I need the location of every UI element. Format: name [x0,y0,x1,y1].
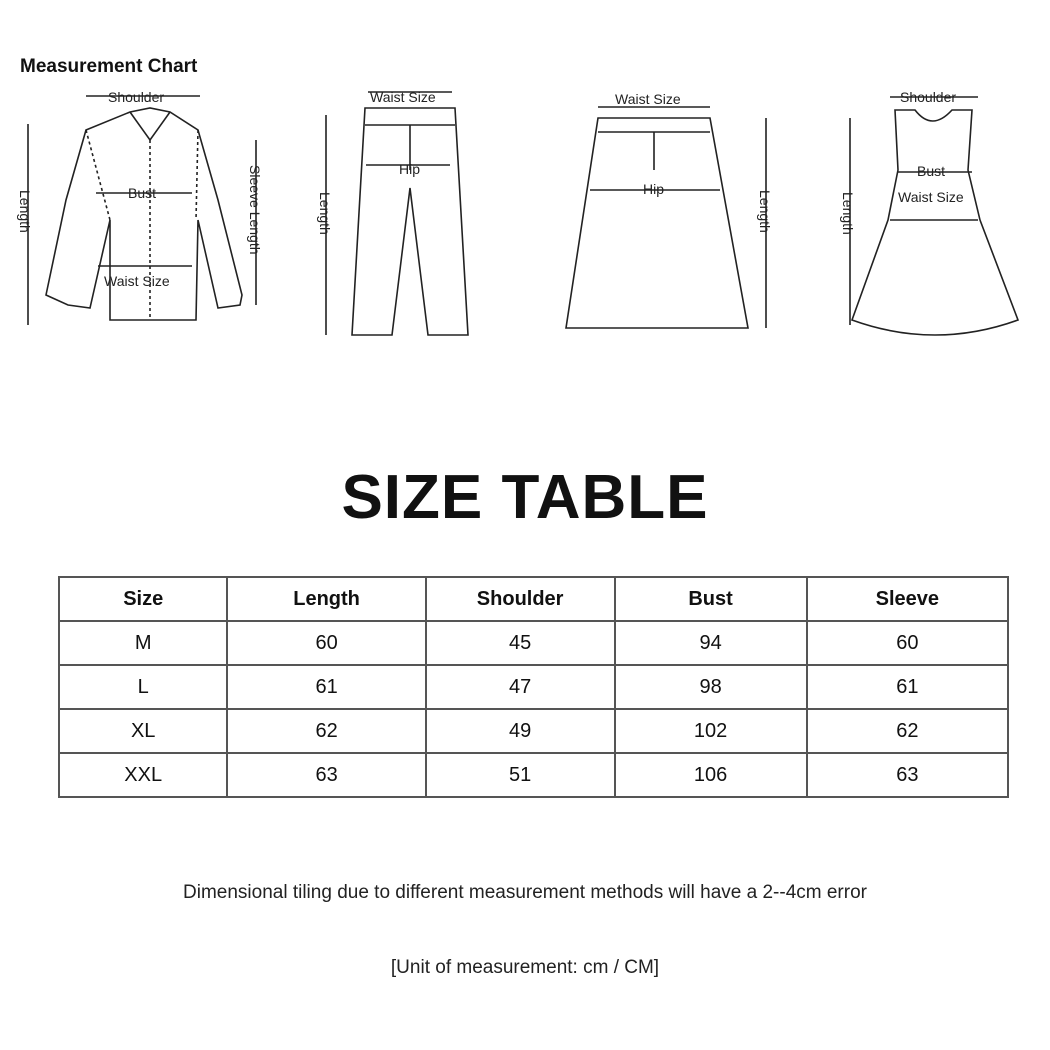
dress-diagram [850,97,1018,335]
header-bust: Bust [615,577,807,621]
cell-shoulder: 49 [426,709,615,753]
header-size: Size [59,577,227,621]
dress-bust-label: Bust [917,163,946,179]
unit-note: [Unit of measurement: cm / CM] [390,957,660,978]
header-sleeve: Sleeve [807,577,1008,621]
cell-shoulder: 47 [426,665,615,709]
pants-waist-label: Waist Size [370,89,436,105]
cell-length: 63 [227,753,425,797]
skirt-hip-label: Hip [643,181,665,197]
cell-sleeve: 60 [807,621,1008,665]
cell-shoulder: 45 [426,621,615,665]
dress-waist-label: Waist Size [898,189,964,205]
shirt-waist-label: Waist Size [104,273,170,289]
cell-bust: 94 [615,621,807,665]
measurement-chart-title: Measurement Chart [20,56,198,77]
table-row [59,621,1008,665]
table-row [59,753,1008,797]
measurement-illustrations [0,80,1050,370]
cell-size: M [59,621,227,665]
cell-sleeve: 61 [807,665,1008,709]
cell-size: XXL [59,753,227,797]
cell-shoulder: 51 [426,753,615,797]
shirt-shoulder-label: Shoulder [108,89,165,105]
cell-bust: 102 [615,709,807,753]
skirt-length-label: Length [757,190,773,233]
size-table [58,576,1009,798]
dress-length-label: Length [840,192,856,235]
skirt-diagram [566,107,766,328]
header-shoulder: Shoulder [426,577,615,621]
dress-shoulder-label: Shoulder [900,89,957,105]
cell-size: XL [59,709,227,753]
shirt-diagram [28,96,256,325]
cell-length: 60 [227,621,425,665]
header-length: Length [227,577,425,621]
cell-bust: 106 [615,753,807,797]
table-row [59,709,1008,753]
skirt-waist-label: Waist Size [615,91,681,107]
error-note: Dimensional tiling due to different measurement methods will have a 2--4cm error [183,882,867,903]
pants-length-label: Length [317,192,333,235]
cell-sleeve: 62 [807,709,1008,753]
cell-size: L [59,665,227,709]
pants-diagram [326,92,468,335]
cell-length: 62 [227,709,425,753]
shirt-bust-label: Bust [128,185,157,201]
pants-hip-label: Hip [399,161,421,177]
size-table-heading: SIZE TABLE [341,463,709,532]
cell-bust: 98 [615,665,807,709]
table-header-row [59,577,1008,621]
cell-length: 61 [227,665,425,709]
cell-sleeve: 63 [807,753,1008,797]
shirt-length-label: Length [17,190,33,233]
shirt-sleeve-label: Sleeve Length [247,165,263,255]
garment-diagrams [0,80,1050,370]
table-row [59,665,1008,709]
